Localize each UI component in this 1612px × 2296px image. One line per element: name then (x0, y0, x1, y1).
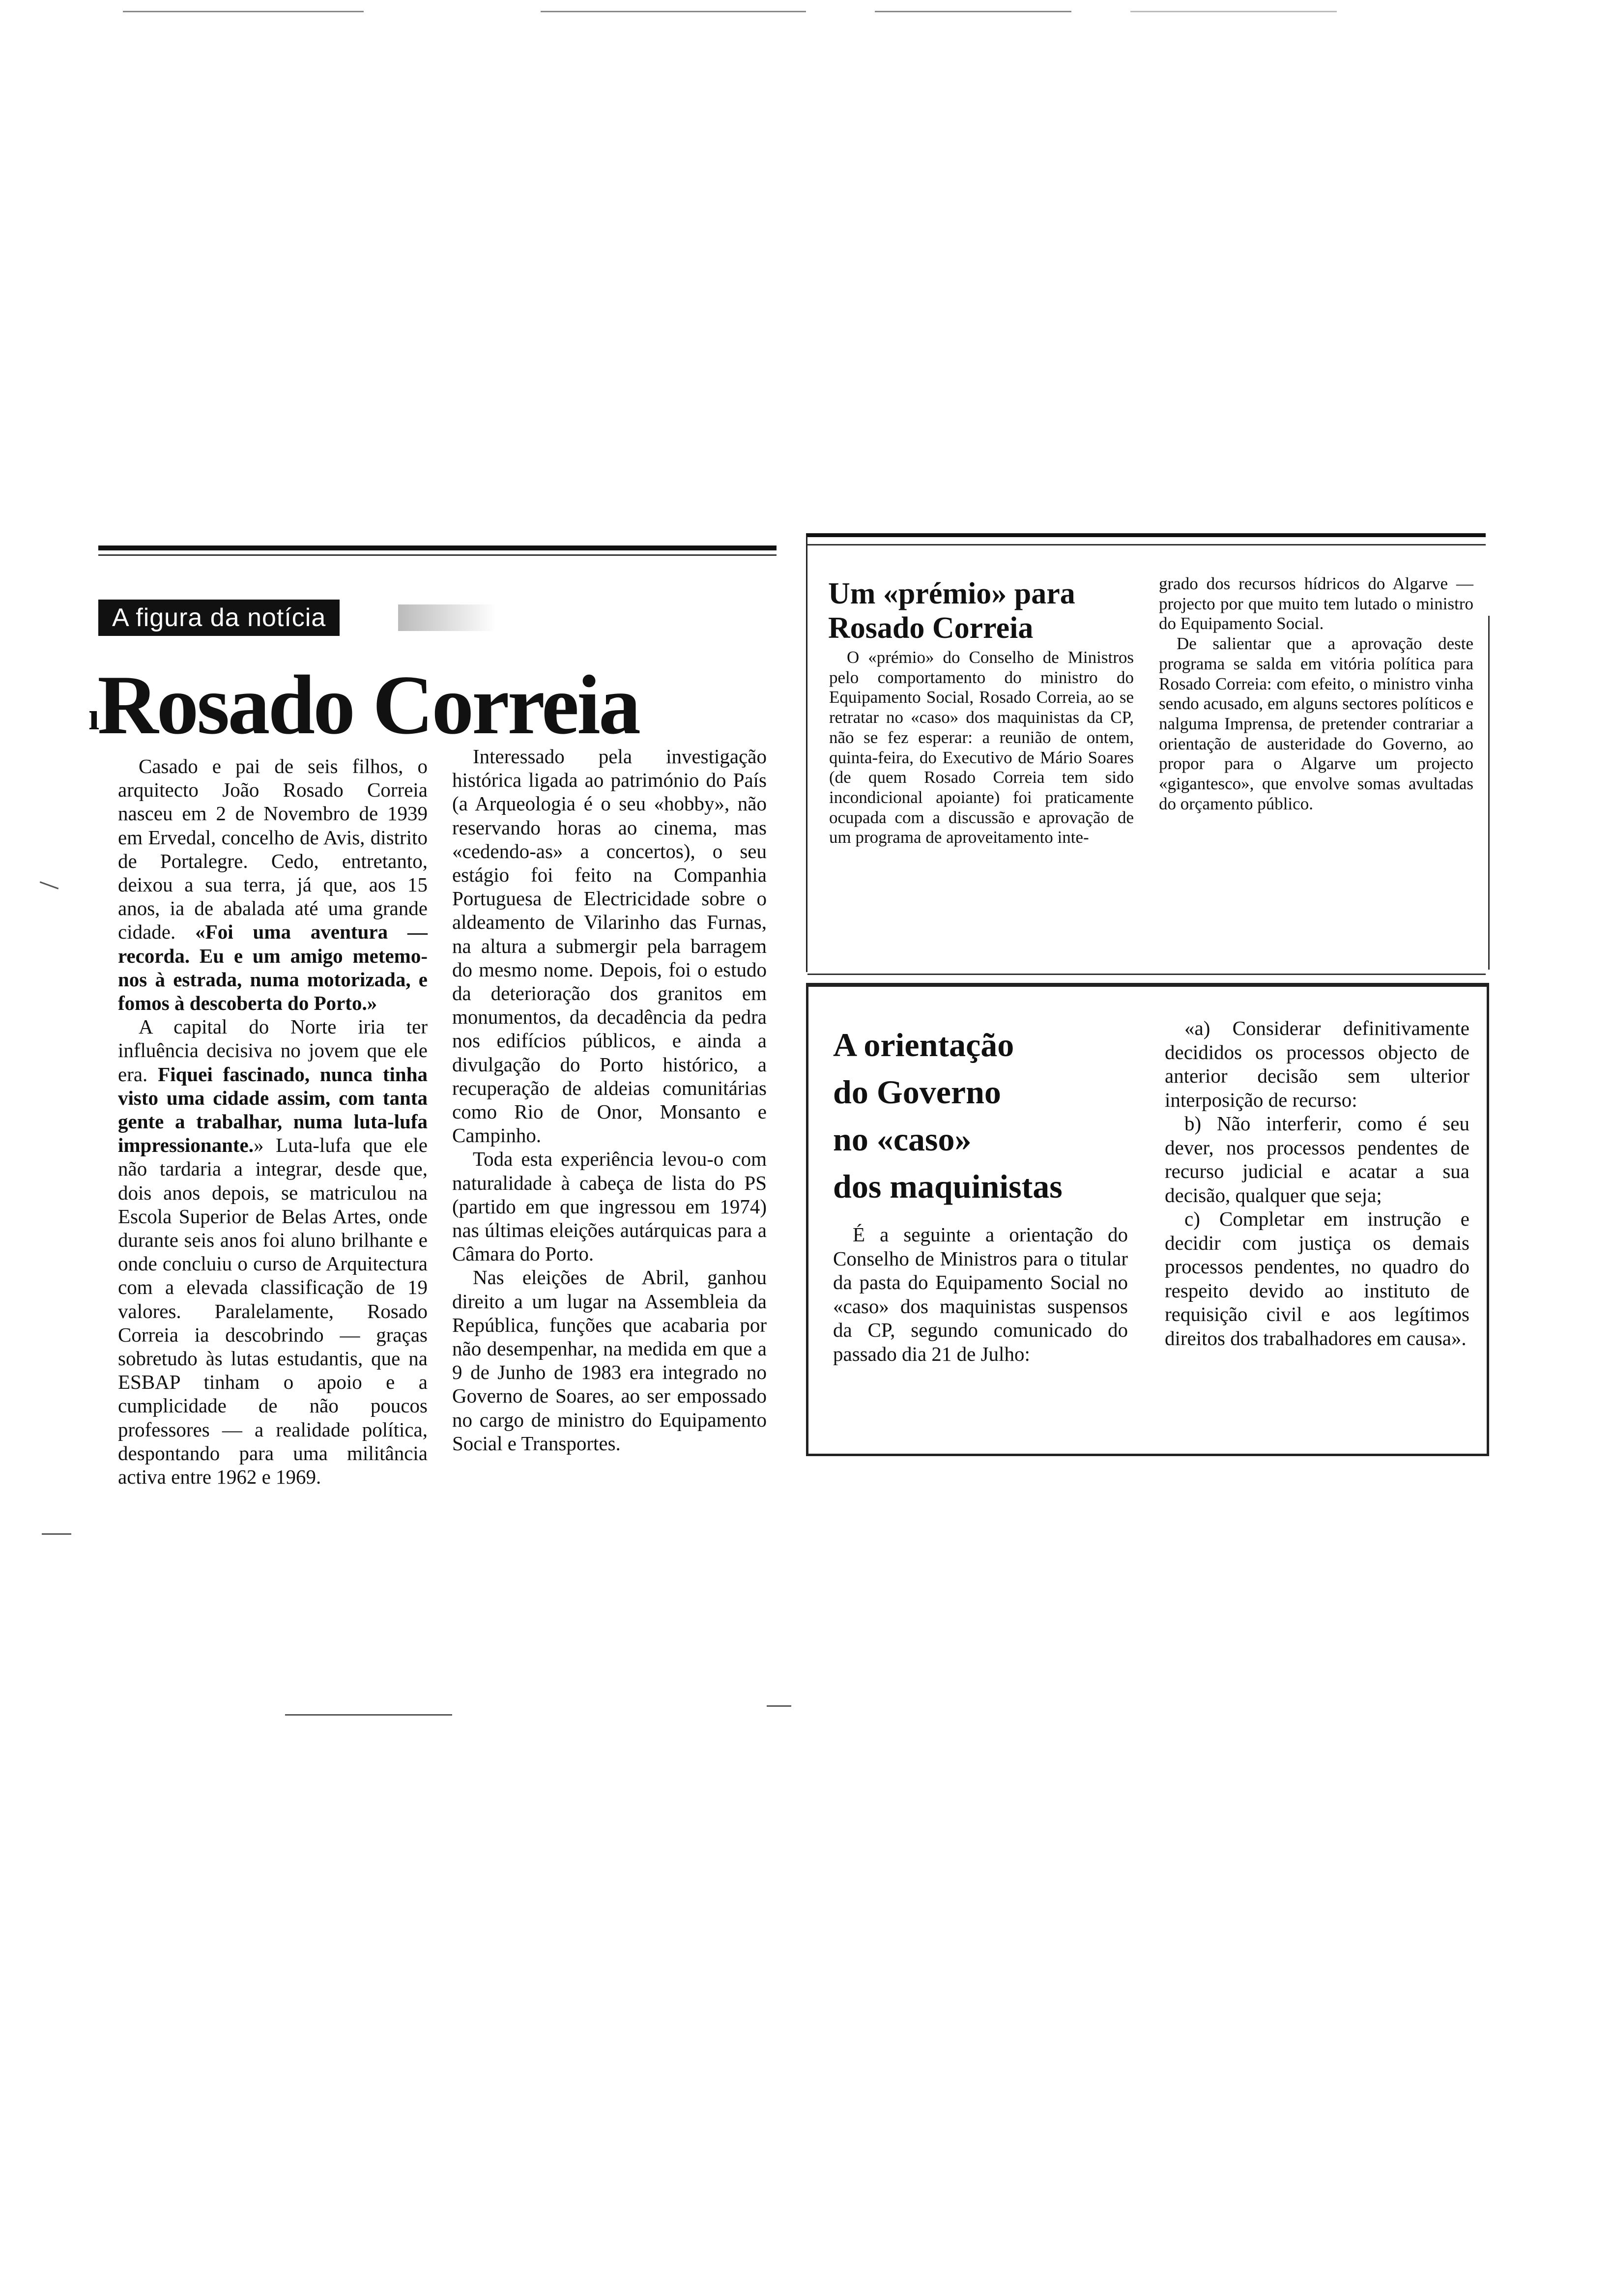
orientacao-items-column (1165, 1016, 1469, 1350)
orientacao-item-b: b) Não interferir, como é seu dever, nos processos pendentes de recurso judicial e acatar a sua decisão, qualquer que seja; (1165, 1112, 1469, 1206)
article-column-1 (118, 754, 428, 1489)
premio-box-inner-rule (807, 544, 1486, 545)
article-quote: «Foi uma aventura — recorda. Eu e um amigo metemo-nos à estrada, numa motorizada, e fomos à descoberta do Porto.» (118, 920, 428, 1015)
scan-top-line-far-right (1130, 11, 1337, 12)
orientacao-intro: É a seguinte a orientação do Conselho de Ministros para o titular da pasta do Equipamento Social no «caso» dos maquinistas suspensos da CP, segundo comunicado do passado dia 21 de Julho: (833, 1223, 1128, 1365)
scan-mark (767, 1705, 791, 1707)
premio-paragraph: De salientar que a aprovação deste programa se salda em vitória política para Rosado Correia: com efeito, o ministro vinha sendo acusado, em alguns sectores políticos e nalguma Imprensa, de pretender contrariar a orientação de austeridade do Governo, ao propor para o Algarve um projecto «gigantesco», que envolve somas avultadas do orçamento público. (1159, 634, 1473, 813)
premio-box-title: Um «prémio» para Rosado Correia (828, 577, 1075, 645)
article-paragraph (118, 1015, 428, 1489)
article-top-thin-rule (98, 554, 777, 556)
orientacao-item-c: c) Completar em instrução e decidir com justiça os demais processos pendentes, no quadro do respeito devido ao instituto de requisição civil e aos legítimos direitos dos trabalhadores em causa». (1165, 1207, 1469, 1349)
orientacao-item-a: «a) Considerar definitivamente decididos os processos objecto de anterior decisão sem ulterior interposição de recurso: (1165, 1017, 1469, 1111)
scan-mark (42, 1533, 71, 1535)
section-label: A figura da notícia (98, 600, 340, 636)
orientacao-title-line-2: do Governo (833, 1073, 1001, 1111)
scan-mark (285, 1714, 452, 1716)
headline-mark: ı (88, 695, 98, 738)
article-top-rule (98, 545, 777, 550)
left-article (88, 545, 777, 1691)
premio-paragraph: grado dos recursos hídricos do Algarve — projecto por que muito tem lutado o ministro do Equipamento Social. (1159, 574, 1473, 633)
orientacao-intro-column (833, 1223, 1128, 1366)
orientacao-title-line-1: A orientação (833, 1026, 1014, 1063)
section-label-fade (398, 604, 496, 631)
premio-box (806, 533, 1486, 972)
article-text: Casado e pai de seis filhos, o arquitecto João Rosado Correia nasceu em 2 de Novembro de 1939 em Ervedal, concelho de Avis, distrito de Portalegre. Cedo, entretanto, deixou a sua terra, já que, aos 15 anos, ia de abalada até uma grande cidade. (118, 755, 428, 944)
scan-top-line-mid (541, 11, 806, 12)
article-paragraph: Toda esta experiência levou-o com naturalidade à cabeça de lista do PS (partido em que ingressou em 1974) nas últimas eleições autárquicas para a Câmara do Porto. (452, 1148, 767, 1265)
orientacao-box (806, 983, 1489, 1456)
orientacao-title-line-3: no «caso» (833, 1120, 972, 1158)
premio-paragraph: O «prémio» do Conselho de Ministros pelo comportamento do ministro do Equipamento Social, Rosado Correia, ao se retratar no «caso» dos maquinistas da CP, não se fez esperar: a reunião de ontem, quinta-feira, do Executivo de Mário Soares (de quem Rosado Correia tem sido incondicional apoiante) foi praticamente ocupada com a discussão e aprovação de um programa de aproveitamento inte- (829, 648, 1134, 847)
article-paragraph: Nas eleições de Abril, ganhou direito a um lugar na Assembleia da República, funções que acabaria por não desempenhar, na medida em que a 9 de Junho de 1983 era integrado no Governo de Soares, ao ser empossado no cargo de ministro do Equipamento Social e Transportes. (452, 1266, 767, 1455)
article-quote: Fiquei fascinado, nunca tinha visto uma cidade assim, com tanta gente a trabalhar, numa luta-lufa impressionante. (118, 1062, 428, 1157)
scan-top-line-right (875, 11, 1071, 12)
scan-top-line-left (123, 11, 364, 12)
article-column-2 (452, 745, 767, 1455)
orientacao-title-line-4: dos maquinistas (833, 1168, 1063, 1205)
premio-box-right-edge (1488, 616, 1490, 970)
premio-box-bottom-edge (807, 974, 1486, 975)
article-text: » Luta-lufa que ele não tardaria a integrar, desde que, dois anos depois, se matriculou na Escola Superior de Belas Artes, onde durante seis anos foi aluno brilhante e onde concluiu o curso de Arquitectura com a elevada classificação de 19 valores. Paralelamente, Rosado Correia ia descobrindo — graças sobretudo às lutas estudantis, que na ESBAP tinham o apoio e a cumplicidade de não poucos professores — a realidade política, despontando para uma militância activa entre 1962 e 1969. (118, 1134, 428, 1489)
scan-mark (40, 881, 59, 890)
headline-text: Rosado Correia (97, 659, 639, 752)
premio-box-column-2 (1159, 574, 1473, 814)
orientacao-box-title (833, 1021, 1108, 1210)
article-paragraph (118, 754, 428, 1015)
article-text: A capital do Norte iria ter influência decisiva no jovem que ele era. (118, 1015, 428, 1086)
premio-box-column-1 (829, 648, 1134, 848)
article-paragraph: Interessado pela investigação histórica ligada ao património do País (a Arqueologia é o seu «hobby», não reservando horas ao cinema, mas «cedendo-as» a concertos), o seu estágio foi feito na Companhia Portuguesa de Electricidade sobre o aldeamento de Vilarinho das Furnas, na altura a submergir pela barragem do mesmo nome. Depois, foi o estudo da deterioração dos granitos em monumentos, da decadência da pedra nos edifícios públicos, e ainda a divulgação do Porto histórico, a recuperação de aldeias comunitárias como Rio de Onor, Monsanto e Campinho. (452, 745, 767, 1147)
